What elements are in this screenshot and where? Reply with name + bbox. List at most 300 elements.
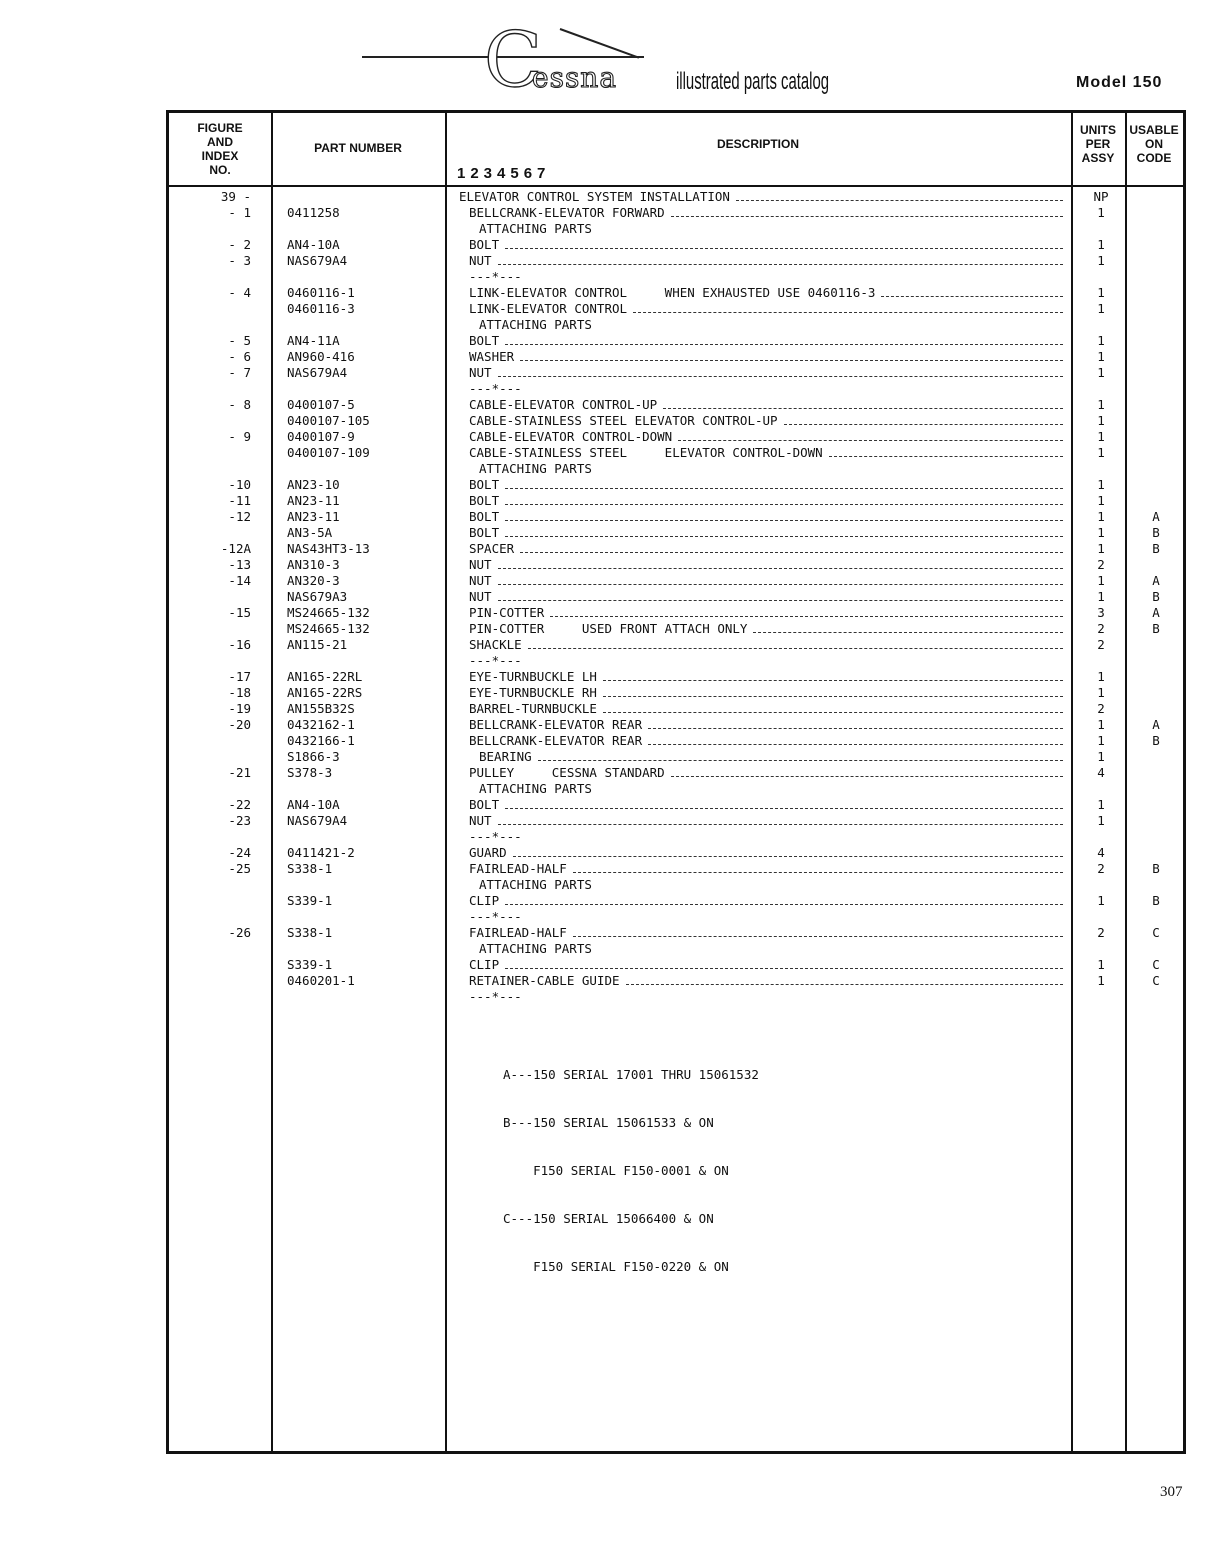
- figure-index: - 3: [228, 253, 251, 268]
- figure-index: -12: [228, 509, 251, 524]
- leader-dashes: [498, 568, 1063, 569]
- description: [469, 973, 1065, 989]
- description-text: CABLE-STAINLESS STEEL ELEVATOR CONTROL-UP: [469, 413, 778, 428]
- logo-initial: C: [484, 15, 543, 104]
- table-row: [169, 333, 1183, 349]
- description: [479, 749, 1065, 765]
- part-number: AN4-10A: [287, 797, 340, 812]
- leader-dashes: [505, 808, 1063, 809]
- table-row: [169, 509, 1183, 525]
- leader-dashes: [663, 408, 1063, 409]
- table-row: [169, 397, 1183, 413]
- units-per-assy: 1: [1097, 685, 1105, 700]
- note-line: C---150 SERIAL 15066400 & ON: [503, 1211, 714, 1226]
- description-text: PULLEY CESSNA STANDARD: [469, 765, 665, 780]
- part-number: S378-3: [287, 765, 333, 780]
- table-row: [169, 797, 1183, 813]
- part-number: 0400107-105: [287, 413, 370, 428]
- description: [469, 477, 1065, 493]
- part-number: 0432166-1: [287, 733, 355, 748]
- description-text: PIN-COTTER: [469, 605, 545, 620]
- description-text: CLIP: [469, 893, 500, 908]
- table-row: [169, 253, 1183, 269]
- description-text: FAIRLEAD-HALF: [469, 861, 567, 876]
- usable-code: C: [1152, 973, 1160, 988]
- description-text: BOLT: [469, 797, 500, 812]
- units-per-assy: 1: [1097, 429, 1105, 444]
- description: [469, 237, 1065, 253]
- table-row: [169, 365, 1183, 381]
- usable-code-notes: [503, 1035, 759, 1307]
- description: [469, 573, 1065, 589]
- usable-code: A: [1152, 717, 1160, 732]
- leader-dashes: [603, 680, 1063, 681]
- table-row: [169, 701, 1183, 717]
- part-number: AN4-11A: [287, 333, 340, 348]
- units-per-assy: 1: [1097, 349, 1105, 364]
- description: [479, 461, 1065, 477]
- description-text: EYE-TURNBUCKLE LH: [469, 669, 597, 684]
- part-number: AN23-10: [287, 477, 340, 492]
- part-number: AN310-3: [287, 557, 340, 572]
- table-row: [169, 925, 1183, 941]
- leader-dashes: [573, 936, 1063, 937]
- leader-dashes: [550, 616, 1063, 617]
- description-text: ---*---: [469, 909, 522, 924]
- units-per-assy: 1: [1097, 893, 1105, 908]
- table-row: [169, 477, 1183, 493]
- table-row: [169, 413, 1183, 429]
- description: [469, 893, 1065, 909]
- table-row: [169, 525, 1183, 541]
- part-number: AN165-22RS: [287, 685, 363, 700]
- table-row: [169, 589, 1183, 605]
- table-row: [169, 781, 1183, 797]
- units-per-assy: 1: [1097, 797, 1105, 812]
- units-per-assy: 1: [1097, 973, 1105, 988]
- figure-index: - 2: [228, 237, 251, 252]
- units-per-assy: 1: [1097, 301, 1105, 316]
- table-row: [169, 205, 1183, 221]
- figure-index: -24: [228, 845, 251, 860]
- units-per-assy: 1: [1097, 717, 1105, 732]
- part-number: AN320-3: [287, 573, 340, 588]
- description-text: PIN-COTTER USED FRONT ATTACH ONLY: [469, 621, 748, 636]
- part-number: S338-1: [287, 925, 333, 940]
- table-row: [169, 541, 1183, 557]
- description: [469, 717, 1065, 733]
- part-number: AN960-416: [287, 349, 355, 364]
- description-text: BELLCRANK-ELEVATOR REAR: [469, 733, 643, 748]
- usable-code: B: [1152, 541, 1160, 556]
- description: [459, 189, 1065, 205]
- description: [469, 909, 1065, 925]
- part-number: 0411258: [287, 205, 340, 220]
- description-text: BOLT: [469, 509, 500, 524]
- figure-index: -12A: [220, 541, 251, 556]
- figure-index: -20: [228, 717, 251, 732]
- description-text: EYE-TURNBUCKLE RH: [469, 685, 597, 700]
- units-per-assy: 1: [1097, 813, 1105, 828]
- units-per-assy: 1: [1097, 333, 1105, 348]
- part-number: NAS679A4: [287, 253, 348, 268]
- description: [479, 941, 1065, 957]
- leader-dashes: [498, 376, 1063, 377]
- header-usable-on-code: USABLE ON CODE: [1129, 123, 1179, 165]
- description-text: NUT: [469, 365, 492, 380]
- leader-dashes: [881, 296, 1063, 297]
- leader-dashes: [505, 904, 1063, 905]
- units-per-assy: 1: [1097, 205, 1105, 220]
- description: [469, 845, 1065, 861]
- table-row: [169, 429, 1183, 445]
- description: [469, 413, 1065, 429]
- description-text: BELLCRANK-ELEVATOR FORWARD: [469, 205, 665, 220]
- description-text: BOLT: [469, 493, 500, 508]
- description-text: BARREL-TURNBUCKLE: [469, 701, 597, 716]
- description-text: LINK-ELEVATOR CONTROL: [469, 301, 628, 316]
- usable-code: B: [1152, 589, 1160, 604]
- description-text: LINK-ELEVATOR CONTROL WHEN EXHAUSTED USE 0460116-3: [469, 285, 876, 300]
- description: [469, 445, 1065, 461]
- units-per-assy: 1: [1097, 669, 1105, 684]
- description: [469, 301, 1065, 317]
- description-text: BOLT: [469, 525, 500, 540]
- description: [469, 925, 1065, 941]
- units-per-assy: 2: [1097, 861, 1105, 876]
- page-number: 307: [1160, 1484, 1183, 1500]
- units-per-assy: 1: [1097, 509, 1105, 524]
- description-text: NUT: [469, 557, 492, 572]
- figure-index: -26: [228, 925, 251, 940]
- units-per-assy: 1: [1097, 957, 1105, 972]
- part-number: S1866-3: [287, 749, 340, 764]
- model-label: Model 150: [1076, 74, 1163, 91]
- description-text: ATTACHING PARTS: [479, 877, 592, 892]
- part-number: 0460116-1: [287, 285, 355, 300]
- part-number: AN23-11: [287, 509, 340, 524]
- figure-index: -23: [228, 813, 251, 828]
- units-per-assy: 1: [1097, 525, 1105, 540]
- leader-dashes: [633, 312, 1063, 313]
- description: [469, 605, 1065, 621]
- table-row: [169, 845, 1183, 861]
- table-row: [169, 861, 1183, 877]
- usable-code: C: [1152, 925, 1160, 940]
- units-per-assy: 1: [1097, 413, 1105, 428]
- table-row: [169, 685, 1183, 701]
- part-number: AN4-10A: [287, 237, 340, 252]
- table-row: [169, 493, 1183, 509]
- description: [469, 813, 1065, 829]
- description-text: SHACKLE: [469, 637, 522, 652]
- part-number: AN3-5A: [287, 525, 333, 540]
- description: [469, 397, 1065, 413]
- figure-index: -15: [228, 605, 251, 620]
- part-number: 0432162-1: [287, 717, 355, 732]
- table-row: [169, 269, 1183, 285]
- leader-dashes: [753, 632, 1063, 633]
- description: [469, 349, 1065, 365]
- description-text: CLIP: [469, 957, 500, 972]
- leader-dashes: [736, 200, 1063, 201]
- part-number: NAS679A3: [287, 589, 348, 604]
- description: [469, 653, 1065, 669]
- leader-dashes: [505, 344, 1063, 345]
- part-number: S339-1: [287, 957, 333, 972]
- table-row: [169, 813, 1183, 829]
- units-per-assy: 4: [1097, 845, 1105, 860]
- note-line: A---150 SERIAL 17001 THRU 15061532: [503, 1067, 759, 1082]
- description-text: BOLT: [469, 477, 500, 492]
- description-text: SPACER: [469, 541, 515, 556]
- part-number: NAS679A4: [287, 813, 348, 828]
- leader-dashes: [520, 552, 1063, 553]
- units-per-assy: 1: [1097, 573, 1105, 588]
- description: [469, 253, 1065, 269]
- table-row: [169, 237, 1183, 253]
- usable-code: A: [1152, 605, 1160, 620]
- description: [469, 557, 1065, 573]
- header-figure-index: FIGURE AND INDEX NO.: [197, 121, 243, 177]
- figure-index: -25: [228, 861, 251, 876]
- leader-dashes: [498, 600, 1063, 601]
- table-row: [169, 557, 1183, 573]
- leader-dashes: [538, 760, 1063, 761]
- part-number: 0400107-5: [287, 397, 355, 412]
- figure-index: - 6: [228, 349, 251, 364]
- description: [479, 781, 1065, 797]
- leader-dashes: [573, 872, 1063, 873]
- table-row: [169, 669, 1183, 685]
- header-description: DESCRIPTION: [716, 137, 799, 151]
- header-units-per-assy: UNITS PER ASSY: [1080, 123, 1116, 165]
- part-number: 0460116-3: [287, 301, 355, 316]
- part-number: AN155B32S: [287, 701, 355, 716]
- table-row: [169, 989, 1183, 1005]
- figure-index: -21: [228, 765, 251, 780]
- units-per-assy: 4: [1097, 765, 1105, 780]
- table-row: [169, 461, 1183, 477]
- table-row: [169, 381, 1183, 397]
- units-per-assy: 1: [1097, 493, 1105, 508]
- usable-code: B: [1152, 733, 1160, 748]
- table-row: [169, 637, 1183, 653]
- description: [469, 589, 1065, 605]
- description-text: BOLT: [469, 237, 500, 252]
- description-text: NUT: [469, 253, 492, 268]
- logo-swoosh: [560, 28, 640, 59]
- description-text: FAIRLEAD-HALF: [469, 925, 567, 940]
- part-number: AN23-11: [287, 493, 340, 508]
- description-text: ---*---: [469, 381, 522, 396]
- units-per-assy: 1: [1097, 237, 1105, 252]
- units-per-assy: 1: [1097, 589, 1105, 604]
- part-number: MS24665-132: [287, 621, 370, 636]
- figure-index: -17: [228, 669, 251, 684]
- leader-dashes: [505, 248, 1063, 249]
- leader-dashes: [505, 504, 1063, 505]
- units-per-assy: 1: [1097, 445, 1105, 460]
- part-number: AN165-22RL: [287, 669, 363, 684]
- units-per-assy: NP: [1093, 189, 1109, 204]
- figure-index: 39 -: [220, 189, 251, 204]
- leader-dashes: [648, 728, 1063, 729]
- usable-code: B: [1152, 621, 1160, 636]
- leader-dashes: [603, 696, 1063, 697]
- description: [469, 829, 1065, 845]
- usable-code: A: [1152, 509, 1160, 524]
- figure-index: -11: [228, 493, 251, 508]
- table-row: [169, 909, 1183, 925]
- figure-index: - 9: [228, 429, 251, 444]
- units-per-assy: 1: [1097, 749, 1105, 764]
- description: [469, 685, 1065, 701]
- units-per-assy: 1: [1097, 285, 1105, 300]
- part-number: 0400107-9: [287, 429, 355, 444]
- description-text: GUARD: [469, 845, 507, 860]
- description-text: NUT: [469, 589, 492, 604]
- catalog-title: illustrated parts catalog: [676, 68, 830, 95]
- note-line: F150 SERIAL F150-0220 & ON: [503, 1259, 729, 1274]
- description-text: NUT: [469, 813, 492, 828]
- units-per-assy: 2: [1097, 557, 1105, 572]
- description: [479, 317, 1065, 333]
- table-row: [169, 765, 1183, 781]
- leader-dashes: [505, 520, 1063, 521]
- figure-index: - 4: [228, 285, 251, 300]
- part-number: AN115-21: [287, 637, 348, 652]
- note-line: B---150 SERIAL 15061533 & ON: [503, 1115, 714, 1130]
- leader-dashes: [505, 488, 1063, 489]
- description: [469, 637, 1065, 653]
- table-row: [169, 973, 1183, 989]
- table-row: [169, 349, 1183, 365]
- description-text: RETAINER-CABLE GUIDE: [469, 973, 620, 988]
- description: [469, 733, 1065, 749]
- table-row: [169, 733, 1183, 749]
- indent-digits: 1234567: [457, 165, 551, 182]
- description: [469, 269, 1065, 285]
- description: [469, 509, 1065, 525]
- description: [469, 957, 1065, 973]
- description-text: ATTACHING PARTS: [479, 221, 592, 236]
- table-row: [169, 941, 1183, 957]
- figure-index: -13: [228, 557, 251, 572]
- leader-dashes: [505, 536, 1063, 537]
- table-row: [169, 749, 1183, 765]
- usable-code: B: [1152, 861, 1160, 876]
- description-text: CABLE-STAINLESS STEEL ELEVATOR CONTROL-DOWN: [469, 445, 823, 460]
- usable-code: C: [1152, 957, 1160, 972]
- description: [469, 381, 1065, 397]
- description: [479, 877, 1065, 893]
- units-per-assy: 2: [1097, 637, 1105, 652]
- table-row: [169, 189, 1183, 205]
- figure-index: -18: [228, 685, 251, 700]
- units-per-assy: 1: [1097, 397, 1105, 412]
- usable-code: B: [1152, 893, 1160, 908]
- table-row: [169, 653, 1183, 669]
- leader-dashes: [520, 360, 1063, 361]
- figure-index: - 5: [228, 333, 251, 348]
- usable-code: B: [1152, 525, 1160, 540]
- units-per-assy: 2: [1097, 701, 1105, 716]
- figure-index: -10: [228, 477, 251, 492]
- description-text: CABLE-ELEVATOR CONTROL-UP: [469, 397, 658, 412]
- description-text: WASHER: [469, 349, 515, 364]
- description: [469, 621, 1065, 637]
- table-row: [169, 893, 1183, 909]
- part-number: NAS43HT3-13: [287, 541, 370, 556]
- leader-dashes: [671, 216, 1063, 217]
- description: [469, 429, 1065, 445]
- description-text: CABLE-ELEVATOR CONTROL-DOWN: [469, 429, 673, 444]
- header-divider: [169, 185, 1183, 187]
- table-row: [169, 605, 1183, 621]
- table-row: [169, 717, 1183, 733]
- description-text: ---*---: [469, 989, 522, 1004]
- table-row: [169, 877, 1183, 893]
- description: [469, 525, 1065, 541]
- header-part-number: PART NUMBER: [314, 141, 402, 155]
- description: [469, 365, 1065, 381]
- description: [469, 669, 1065, 685]
- part-number: MS24665-132: [287, 605, 370, 620]
- usable-code: A: [1152, 573, 1160, 588]
- figure-index: -22: [228, 797, 251, 812]
- description: [469, 493, 1065, 509]
- page-header: [0, 0, 1212, 110]
- note-line: F150 SERIAL F150-0001 & ON: [503, 1163, 729, 1178]
- leader-dashes: [498, 264, 1063, 265]
- units-per-assy: 1: [1097, 733, 1105, 748]
- description: [469, 989, 1065, 1005]
- description: [469, 701, 1065, 717]
- table-row: [169, 573, 1183, 589]
- table-row: [169, 957, 1183, 973]
- description-text: BELLCRANK-ELEVATOR REAR: [469, 717, 643, 732]
- part-number: 0460201-1: [287, 973, 355, 988]
- table-row: [169, 285, 1183, 301]
- description: [469, 861, 1065, 877]
- leader-dashes: [603, 712, 1063, 713]
- description: [469, 541, 1065, 557]
- figure-index: -19: [228, 701, 251, 716]
- table-row: [169, 301, 1183, 317]
- description-text: BEARING: [479, 749, 532, 764]
- parts-table: [166, 110, 1186, 1454]
- table-row: [169, 829, 1183, 845]
- units-per-assy: 3: [1097, 605, 1105, 620]
- leader-dashes: [498, 824, 1063, 825]
- table-row: [169, 317, 1183, 333]
- description-text: ATTACHING PARTS: [479, 461, 592, 476]
- figure-index: - 8: [228, 397, 251, 412]
- description: [469, 765, 1065, 781]
- description: [469, 333, 1065, 349]
- leader-dashes: [505, 968, 1063, 969]
- table-row: [169, 621, 1183, 637]
- description-text: ELEVATOR CONTROL SYSTEM INSTALLATION: [459, 189, 730, 204]
- leader-dashes: [498, 584, 1063, 585]
- part-number: S339-1: [287, 893, 333, 908]
- leader-dashes: [528, 648, 1063, 649]
- units-per-assy: 1: [1097, 365, 1105, 380]
- description-text: ---*---: [469, 829, 522, 844]
- table-row: [169, 445, 1183, 461]
- description-text: BOLT: [469, 333, 500, 348]
